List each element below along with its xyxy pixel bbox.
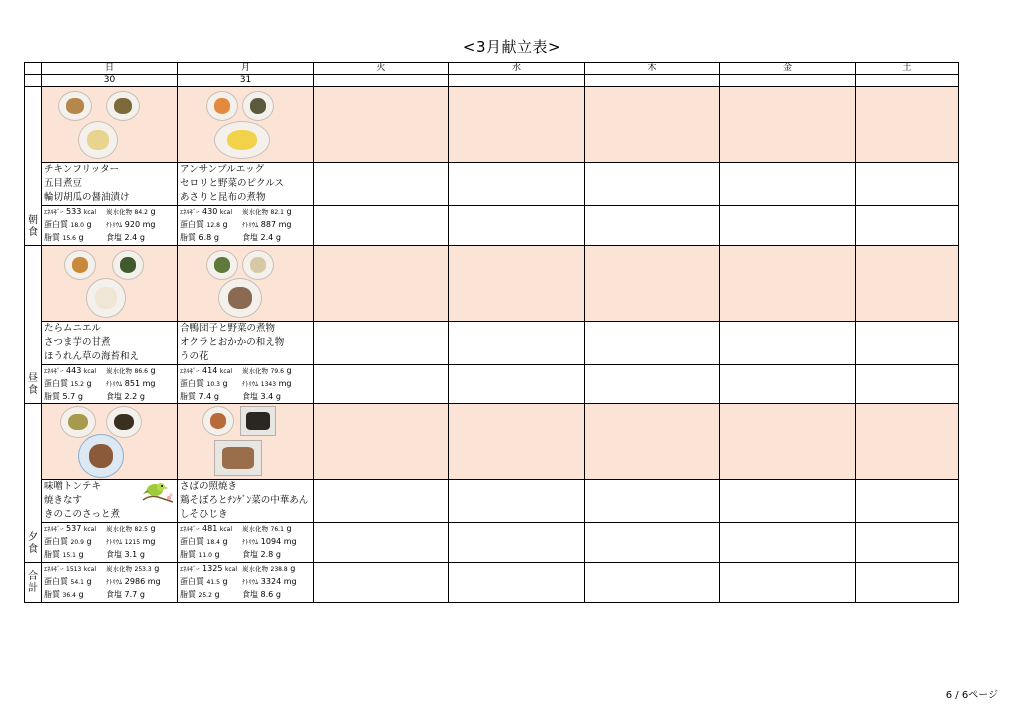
date-header-row xyxy=(25,75,959,87)
nutrition-block xyxy=(585,206,720,246)
dish-list xyxy=(449,480,585,523)
breakfast-dish-row xyxy=(25,163,959,206)
dinner-dish-row xyxy=(25,480,959,523)
food-photo-cell xyxy=(720,87,856,163)
lunch-dish-row xyxy=(25,322,959,365)
dish-list xyxy=(314,322,449,365)
dish-list xyxy=(720,480,856,523)
day-header-fri: 金 xyxy=(720,63,856,75)
nutrition-total-block xyxy=(314,563,449,603)
nutrition-block xyxy=(585,523,720,563)
corner-cell xyxy=(25,63,42,75)
dish-list xyxy=(449,163,585,206)
dish-list: アンサンブルエッグ セロリと野菜のピクルス あさりと昆布の煮物 xyxy=(178,163,314,206)
dish-photo xyxy=(218,278,262,318)
nutrition-block: ｴﾈﾙｷﾞｰ 537 kcal 炭水化物 82.5 g 蛋白質 20.9 g ﾅﾄﾘｳﾑ 1215 mg 脂質 15.1 g 食塩 3.1 g xyxy=(42,523,178,563)
dish-list xyxy=(449,322,585,365)
food-photo-cell xyxy=(856,246,959,322)
page-number: 6 / 6ページ xyxy=(945,690,998,701)
meal-label-lunch: 昼 食 xyxy=(25,246,42,404)
dish-photo xyxy=(206,250,238,280)
dish-list xyxy=(585,322,720,365)
dish-photo xyxy=(242,250,274,280)
day-header-sat: 土 xyxy=(856,63,959,75)
dish-photo xyxy=(60,406,96,438)
dish-list xyxy=(585,480,720,523)
food-photo-cell xyxy=(314,246,449,322)
dish-list xyxy=(856,322,959,365)
nutrition-total-block xyxy=(449,563,585,603)
day-header-row xyxy=(25,63,959,75)
nutrition-block xyxy=(856,523,959,563)
food-photo-cell xyxy=(42,87,178,163)
nutrition-block: ｴﾈﾙｷﾞｰ 414 kcal 炭水化物 79.6 g 蛋白質 10.3 g ﾅﾄﾘｳﾑ 1343 mg 脂質 7.4 g 食塩 3.4 g xyxy=(178,365,314,404)
nutrition-block: ｴﾈﾙｷﾞｰ 533 kcal 炭水化物 84.2 g 蛋白質 18.0 g ﾅﾄﾘｳﾑ 920 mg 脂質 15.6 g 食塩 2.4 g xyxy=(42,206,178,246)
food-photo-cell xyxy=(314,87,449,163)
dish-photo xyxy=(86,278,126,318)
dish-photo xyxy=(112,250,144,280)
dinner-photo-row xyxy=(25,404,959,480)
dish-photo xyxy=(106,406,142,438)
date-tue xyxy=(314,75,449,87)
nutrition-block xyxy=(856,206,959,246)
food-photo-cell xyxy=(856,404,959,480)
date-fri xyxy=(720,75,856,87)
dish-list xyxy=(720,322,856,365)
lunch-photo-row xyxy=(25,246,959,322)
day-header-wed: 水 xyxy=(449,63,585,75)
nutrition-total-block xyxy=(585,563,720,603)
nutrition-block xyxy=(449,523,585,563)
nutrition-block xyxy=(720,365,856,404)
nutrition-block xyxy=(585,365,720,404)
nutrition-total-block: ｴﾈﾙｷﾞｰ 1513 kcal 炭水化物 253.3 g 蛋白質 54.1 g ﾅﾄﾘｳﾑ 2986 mg 脂質 36.4 g 食塩 7.7 g xyxy=(42,563,178,603)
food-photo-cell xyxy=(585,246,720,322)
dish-list xyxy=(314,480,449,523)
breakfast-photo-row xyxy=(25,87,959,163)
dish-list xyxy=(585,163,720,206)
corner-cell xyxy=(25,75,42,87)
nutrition-block xyxy=(856,365,959,404)
dish-list xyxy=(856,163,959,206)
food-photo-cell xyxy=(856,87,959,163)
food-photo-cell xyxy=(42,404,178,480)
day-header-mon: 月 xyxy=(178,63,314,75)
meal-label-breakfast: 朝 食 xyxy=(25,87,42,246)
date-mon: 31 xyxy=(178,75,314,87)
food-photo-cell xyxy=(449,246,585,322)
dish-photo xyxy=(242,91,274,121)
total-nutrition-row xyxy=(25,563,959,603)
food-photo-cell xyxy=(178,404,314,480)
dish-list xyxy=(314,163,449,206)
dish-list xyxy=(856,480,959,523)
dish-list: チキンフリッター 五目煮豆 輪切胡瓜の醤油漬け xyxy=(42,163,178,206)
nutrition-block xyxy=(314,523,449,563)
nutrition-block xyxy=(720,206,856,246)
breakfast-nutrition-row xyxy=(25,206,959,246)
date-thu xyxy=(585,75,720,87)
menu-table xyxy=(24,62,959,603)
dish-photo xyxy=(240,406,276,436)
dish-photo xyxy=(202,406,234,436)
dish-list xyxy=(720,163,856,206)
food-photo-cell xyxy=(42,246,178,322)
dish-list: 合鴨団子と野菜の煮物 オクラとおかかの和え物 うの花 xyxy=(178,322,314,365)
dish-photo xyxy=(206,91,238,121)
nutrition-total-block: ｴﾈﾙｷﾞｰ 1325 kcal 炭水化物 238.8 g 蛋白質 41.5 g ﾅﾄﾘｳﾑ 3324 mg 脂質 25.2 g 食塩 8.6 g xyxy=(178,563,314,603)
day-header-sun: 日 xyxy=(42,63,178,75)
nutrition-block xyxy=(314,206,449,246)
meal-label-total: 合 計 xyxy=(25,563,42,603)
food-photo-cell xyxy=(178,246,314,322)
food-photo-cell xyxy=(585,87,720,163)
date-sun: 30 xyxy=(42,75,178,87)
dish-photo xyxy=(78,434,124,478)
lunch-nutrition-row xyxy=(25,365,959,404)
dish-photo xyxy=(214,121,270,159)
nutrition-block: ｴﾈﾙｷﾞｰ 443 kcal 炭水化物 86.6 g 蛋白質 15.2 g ﾅﾄﾘｳﾑ 851 mg 脂質 5.7 g 食塩 2.2 g xyxy=(42,365,178,404)
nutrition-block xyxy=(449,206,585,246)
nutrition-block xyxy=(449,365,585,404)
bird-illustration-icon xyxy=(141,480,175,506)
food-photo-cell xyxy=(585,404,720,480)
nutrition-total-block xyxy=(720,563,856,603)
day-header-tue: 火 xyxy=(314,63,449,75)
dish-photo xyxy=(58,91,92,121)
dish-list: たらムニエル さつま芋の甘煮 ほうれん草の海苔和え xyxy=(42,322,178,365)
nutrition-block xyxy=(314,365,449,404)
food-photo-cell xyxy=(449,404,585,480)
food-photo-cell xyxy=(720,246,856,322)
dish-photo xyxy=(214,440,262,476)
nutrition-block: ｴﾈﾙｷﾞｰ 430 kcal 炭水化物 82.1 g 蛋白質 12.8 g ﾅﾄﾘｳﾑ 887 mg 脂質 6.8 g 食塩 2.4 g xyxy=(178,206,314,246)
dish-list: さばの照焼き 鶏そぼろとﾁﾝｹﾞﾝ菜の中華あん しそひじき xyxy=(178,480,314,523)
date-sat xyxy=(856,75,959,87)
food-photo-cell xyxy=(178,87,314,163)
nutrition-block: ｴﾈﾙｷﾞｰ 481 kcal 炭水化物 76.1 g 蛋白質 18.4 g ﾅﾄﾘｳﾑ 1094 mg 脂質 11.0 g 食塩 2.8 g xyxy=(178,523,314,563)
food-photo-cell xyxy=(720,404,856,480)
dinner-nutrition-row xyxy=(25,523,959,563)
dish-photo xyxy=(64,250,96,280)
dish-list: 味噌トンテキ 焼きなす きのこのさっと煮 xyxy=(42,480,178,523)
nutrition-block xyxy=(720,523,856,563)
date-wed xyxy=(449,75,585,87)
day-header-thu: 木 xyxy=(585,63,720,75)
food-photo-cell xyxy=(449,87,585,163)
dish-photo xyxy=(78,121,118,159)
food-photo-cell xyxy=(314,404,449,480)
nutrition-total-block xyxy=(856,563,959,603)
page-title: <3月献立表> xyxy=(462,38,562,56)
dish-photo xyxy=(106,91,140,121)
meal-label-dinner: 夕 食 xyxy=(25,404,42,563)
